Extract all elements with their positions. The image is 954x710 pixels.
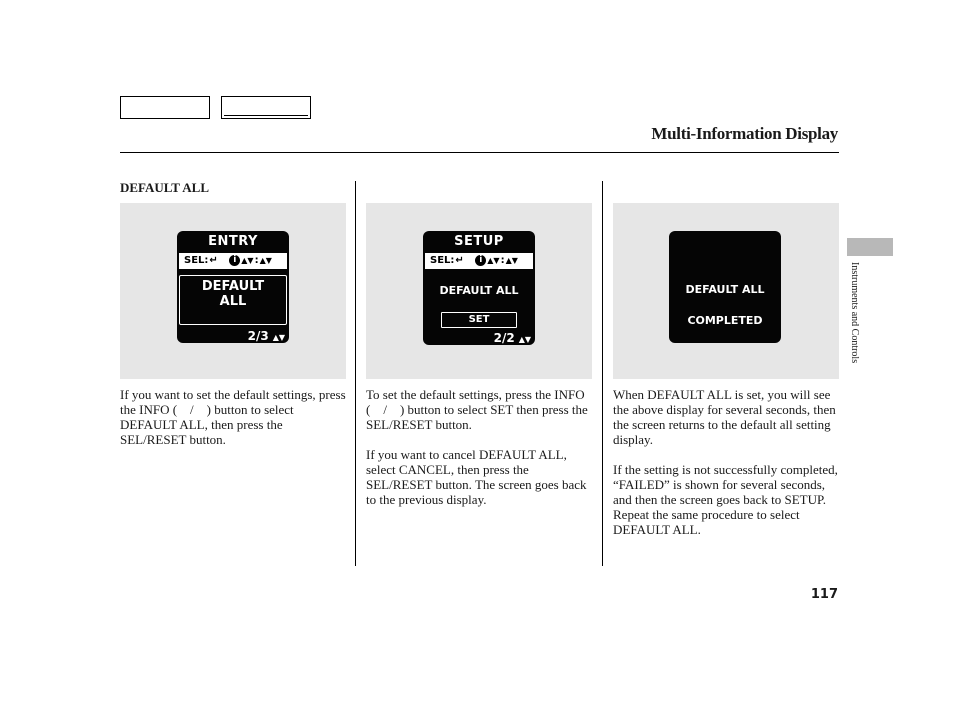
column-text-1	[120, 387, 352, 462]
page-number: 117	[810, 587, 838, 602]
page-counter: 2/3 ▲▼	[247, 329, 285, 343]
page-counter: 2/2 ▲▼	[493, 331, 531, 345]
lcd-screen-completed	[669, 231, 781, 343]
up-down-icon: ▲▼	[518, 335, 531, 344]
option-line: DEFAULT	[201, 279, 265, 294]
lcd-screen-entry	[177, 231, 289, 343]
column-text-2	[366, 387, 594, 522]
selected-option-box	[179, 275, 287, 325]
sel-label: SEL:	[184, 255, 209, 266]
option-line: ALL	[219, 294, 247, 309]
sel-bar: SEL:↵ i ▲▼:▲▼	[179, 253, 287, 269]
section-tab-label: Instruments and Controls	[849, 262, 860, 364]
paragraph: If you want to set the default settings, press the INFO ( / ) button to select DEFAULT ALL, then press the SEL/RESET button.	[120, 387, 346, 447]
paragraph: If the setting is not successfully completed, “FAILED” is shown for several seconds, and then the screen goes back to SETUP. Repeat the same procedure to select DEFAULT ALL.	[613, 462, 838, 537]
up-down-icon: ▲▼	[505, 256, 518, 265]
up-down-icon: ▲▼	[272, 333, 285, 342]
sel-label: SEL:	[430, 255, 455, 266]
lcd-title: SETUP	[454, 234, 504, 249]
lcd-main-text: DEFAULT ALL	[439, 284, 519, 297]
lcd-status-text: COMPLETED	[687, 314, 763, 327]
lcd-screen-setup	[423, 231, 535, 345]
display-panel-setup	[366, 203, 592, 379]
paragraph: To set the default settings, press the INFO ( / ) button to select SET then press the SEL/RESET button.	[366, 387, 588, 432]
sel-bar: SEL:↵ i ▲▼:▲▼	[425, 253, 533, 269]
column-divider	[355, 181, 356, 566]
header-rule	[120, 152, 839, 153]
lcd-main-text: DEFAULT ALL	[685, 283, 765, 296]
nav-box-2[interactable]	[221, 96, 311, 119]
paragraph: If you want to cancel DEFAULT ALL, select CANCEL, then press the SEL/RESET button. The screen goes back to the previous display.	[366, 447, 587, 507]
up-down-icon: ▲▼	[241, 256, 254, 265]
set-button[interactable]: SET	[441, 312, 517, 328]
info-icon: i	[229, 255, 240, 266]
display-panel-entry	[120, 203, 346, 379]
up-down-icon: ▲▼	[487, 256, 500, 265]
paragraph: When DEFAULT ALL is set, you will see the above display for several seconds, then the screen returns to the default all setting display.	[613, 387, 836, 447]
enter-icon: ↵	[455, 255, 464, 266]
column-text-3	[613, 387, 841, 552]
info-icon: i	[475, 255, 486, 266]
nav-box-1[interactable]	[120, 96, 210, 119]
column-divider	[602, 181, 603, 566]
lcd-title: ENTRY	[208, 234, 258, 249]
section-tab	[847, 238, 893, 256]
page-title: Multi-Information Display	[651, 124, 838, 143]
up-down-icon: ▲▼	[259, 256, 272, 265]
enter-icon: ↵	[209, 255, 218, 266]
display-panel-completed	[613, 203, 839, 379]
section-heading: DEFAULT ALL	[120, 180, 209, 195]
